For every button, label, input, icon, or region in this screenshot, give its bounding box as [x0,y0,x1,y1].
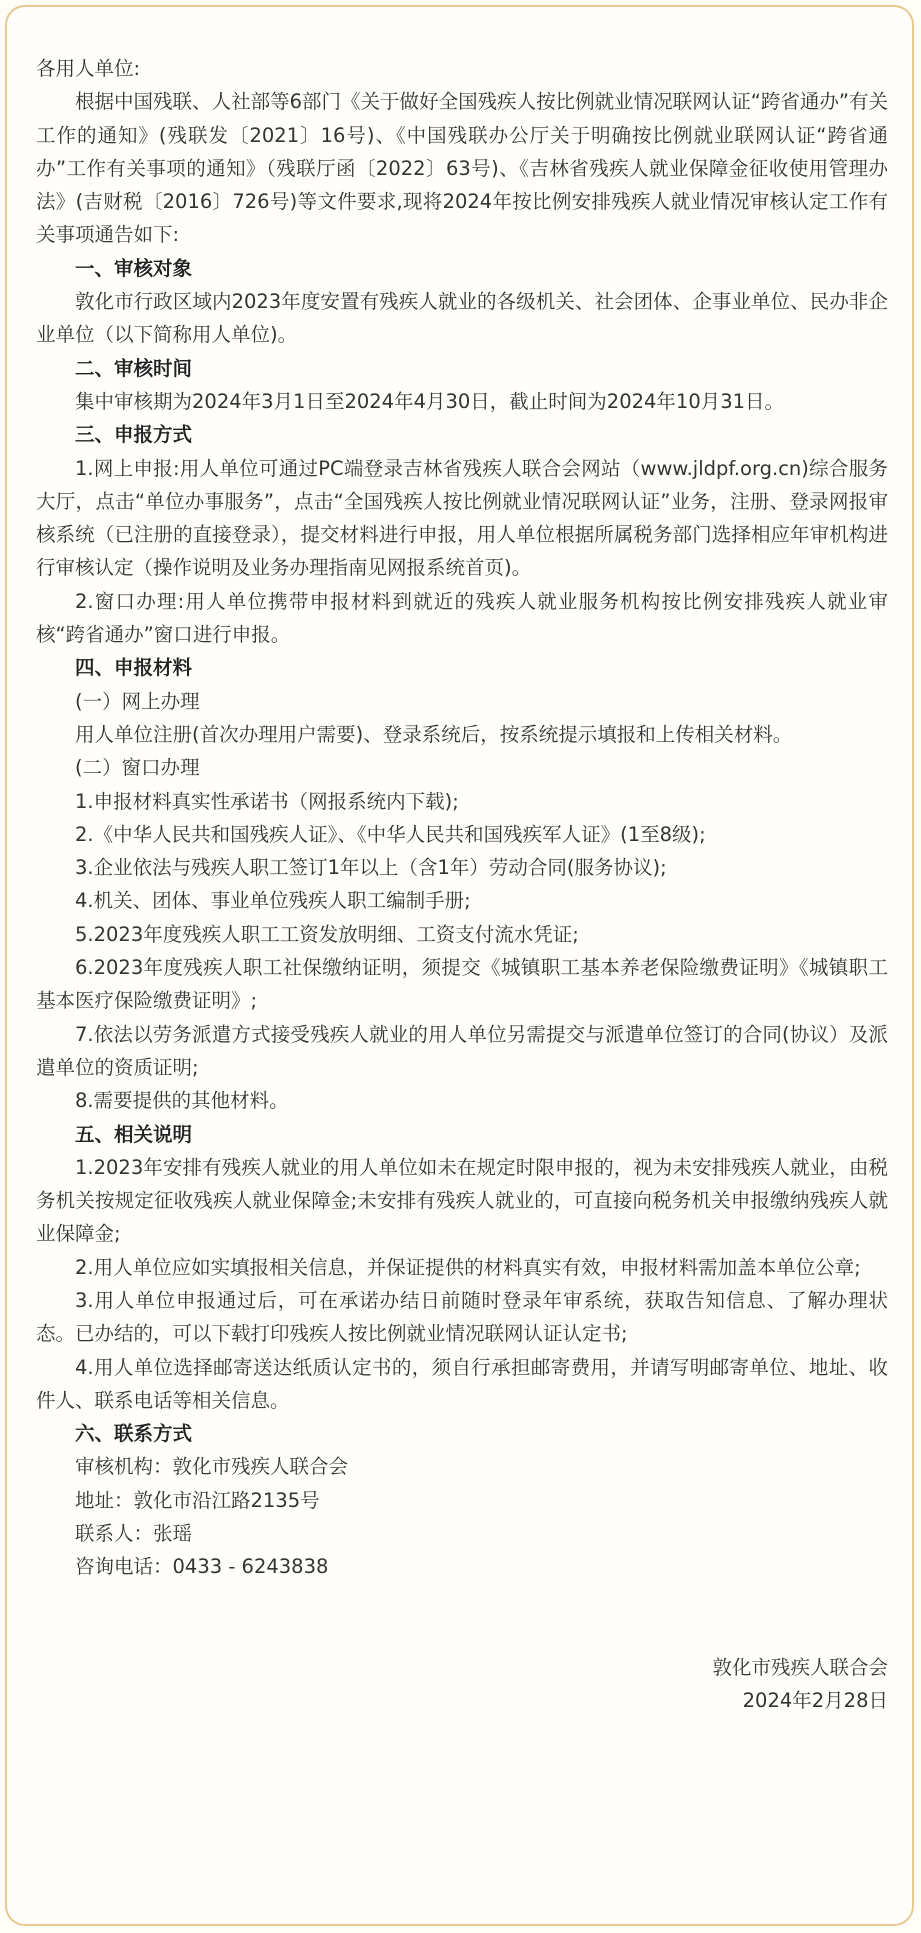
section-heading-audit-time: 二、审核时间 [75,356,193,380]
online-application-text: 1.网上申报:用人单位可通过PC端登录吉林省残疾人联合会网站（www.jldpf.org.cn)综合服务大厅，点击“单位办事服务”，点击“全国残疾人按比例就业情况联网认证”业务，注册、登录网报审核系统（已注册的直接登录），提交材料进行申报，用人单位根据所属税务部门选择相应年审机构进行审核认定（操作说明及业务办理指南见网报系统首页)。 [36,456,888,580]
material-item: 7.依法以劳务派遣方式接受残疾人就业的用人单位另需提交与派遣单位签订的合同(协议）及派遣单位的资质证明; [36,1022,888,1079]
signature-spacer [36,1584,888,1651]
contact-person: 联系人：张瑶 [75,1522,193,1546]
note-item: 3.用人单位申报通过后，可在承诺办结日前随时登录年审系统，获取告知信息、了解办理状态。已办结的，可以下载打印残疾人按比例就业情况联网认证认定书; [36,1288,888,1346]
window-subsection-title: (二）窗口办理 [75,756,200,780]
section-heading-notes: 五、相关说明 [75,1122,193,1146]
material-item: 2.《中华人民共和国残疾人证》、《中华人民共和国残疾军人证》(1至8级); [75,822,706,846]
material-item: 3.企业依法与残疾人职工签订1年以上（含1年）劳动合同(服务协议); [75,856,667,880]
online-subsection-text: 用人单位注册(首次办理用户需要)、登录系统后，按系统提示填报和上传相关材料。 [75,722,793,746]
note-item: 2.用人单位应如实填报相关信息，并保证提供的材料真实有效，申报材料需加盖本单位公章; [75,1255,861,1279]
material-item: 6.2023年度残疾人职工社保缴纳证明，须提交《城镇职工基本养老保险缴费证明》《城镇职工基本医疗保险缴费证明》; [36,956,888,1013]
audit-time-text: 集中审核期为2024年3月1日至2024年4月30日，截止时间为2024年10月31日。 [75,389,785,413]
note-item: 4.用人单位选择邮寄送达纸质认定书的，须自行承担邮寄费用，并请写明邮寄单位、地址、收件人、联系电话等相关信息。 [36,1355,888,1412]
note-item: 1.2023年安排有残疾人就业的用人单位如未在规定时限申报的，视为未安排残疾人就业，由税务机关按规定征收残疾人就业保障金;未安排有残疾人就业的，可直接向税务机关申报缴纳残疾人就业保障金; [36,1155,888,1246]
material-item: 5.2023年度残疾人职工工资发放明细、工资支付流水凭证; [75,922,579,946]
material-item: 1.申报材料真实性承诺书（网报系统内下载); [75,789,459,813]
section-heading-contact: 六、联系方式 [75,1422,193,1446]
greeting: 各用人单位: [36,57,141,80]
window-application-text: 2.窗口办理:用人单位携带申报材料到就近的残疾人就业服务机构按比例安排残疾人就业审核“跨省通办”窗口进行申报。 [36,589,888,647]
signature-organization: 敦化市残疾人联合会 [712,1655,888,1679]
contact-address: 地址：敦化市沿江路2135号 [75,1488,320,1512]
material-item: 4.机关、团体、事业单位残疾人职工编制手册; [75,889,471,913]
notice-document [36,52,888,1717]
intro-paragraph: 根据中国残联、人社部等6部门《关于做好全国残疾人按比例就业情况联网认证“跨省通办”有关工作的通知》(残联发〔2021〕16号)、《中国残联办公厅关于明确按比例就业联网认证“跨省通办”工作有关事项的通知》（残联厅函〔2022〕63号)、《吉林省残疾人就业保障金征收使用管理办法》(吉财税〔2016〕726号)等文件要求,现将2024年按比例安排残疾人就业情况审核认定工作有关事项通告如下: [36,90,888,247]
section-heading-materials: 四、申报材料 [75,656,193,680]
material-item: 8.需要提供的其他材料。 [75,1089,289,1113]
contact-phone: 咨询电话：0433 - 6243838 [75,1555,329,1579]
signature-date: 2024年2月28日 [742,1688,888,1712]
section-heading-application-method: 三、申报方式 [75,423,193,447]
online-subsection-title: (一）网上办理 [75,689,200,713]
section-heading-audit-target: 一、审核对象 [75,256,193,280]
contact-organization: 审核机构：敦化市残疾人联合会 [75,1455,349,1479]
audit-target-text: 敦化市行政区域内2023年度安置有残疾人就业的各级机关、社会团体、企事业单位、民办非企业单位（以下简称用人单位)。 [36,290,888,347]
